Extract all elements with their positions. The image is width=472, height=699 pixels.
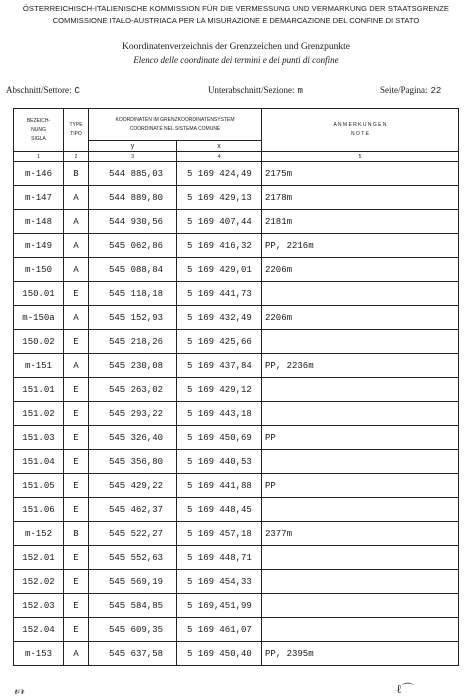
header-sigla [14,109,64,152]
note-cell [262,498,459,522]
tipo-cell: E [64,330,89,354]
col-number-1: 1 [14,152,64,162]
x-coordinate-cell: 5 169 407,44 [177,210,262,234]
x-coordinate-cell: 5 169 454,33 [177,570,262,594]
note-cell [262,402,459,426]
y-coordinate-cell: 545 326,40 [89,426,177,450]
y-coordinate-cell: 545 356,80 [89,450,177,474]
x-coordinate-cell: 5 169 448,45 [177,498,262,522]
sigla-cell: m-152 [14,522,64,546]
table-row [14,306,459,330]
sigla-cell: m-147 [14,186,64,210]
sigla-cell: 151.03 [14,426,64,450]
x-coordinate-cell: 5 169 441,88 [177,474,262,498]
x-coordinate-cell: 5 169 437,84 [177,354,262,378]
x-coordinate-cell: 5 169 443,18 [177,402,262,426]
table-row [14,570,459,594]
sigla-cell: m-150 [14,258,64,282]
sigla-cell: 150.01 [14,282,64,306]
table-row [14,498,459,522]
note-cell: 2206m [262,258,459,282]
sigla-cell: 152.03 [14,594,64,618]
note-cell: 2178m [262,186,459,210]
note-cell: 2377m [262,522,459,546]
x-coordinate-cell: 5 169 424,49 [177,162,262,186]
table-row [14,354,459,378]
tipo-cell: A [64,186,89,210]
note-cell [262,378,459,402]
commission-title-de: ÖSTERREICHISCH-ITALIENISCHE KOMMISSION FÜR DIE VERMESSUNG UND VERMARKUNG DER STAATSGRENZE [22,4,450,13]
header-y: y [89,141,177,152]
col-number-3: 3 [89,152,177,162]
table-row [14,378,459,402]
col-number-5: 5 [262,152,459,162]
y-coordinate-cell: 545 293,22 [89,402,177,426]
header-notes-line2: N O T E [351,131,369,137]
table-row [14,402,459,426]
y-coordinate-cell: 545 062,86 [89,234,177,258]
handwritten-mark-left: 𝓋𝓇 [14,683,25,697]
table-row [14,594,459,618]
note-cell [262,618,459,642]
abschnitt-label: Abschnitt/Settore: [6,85,72,95]
tipo-cell: E [64,282,89,306]
document-title-de: Koordinatenverzeichnis der Grenzzeichen und Grenzpunkte [122,42,350,52]
abschnitt-value: C [74,86,80,96]
note-cell: 2175m [262,162,459,186]
note-cell: PP, 2216m [262,234,459,258]
y-coordinate-cell: 545 230,08 [89,354,177,378]
note-cell [262,570,459,594]
table-row [14,474,459,498]
tipo-cell: A [64,306,89,330]
x-coordinate-cell: 5 169 416,32 [177,234,262,258]
note-cell [262,546,459,570]
document-title-it: Elenco delle coordinate dei termini e dei punti di confine [133,55,339,65]
header-coordinates [89,109,262,141]
y-coordinate-cell: 545 218,26 [89,330,177,354]
y-coordinate-cell: 545 552,63 [89,546,177,570]
y-coordinate-cell: 545 088,84 [89,258,177,282]
tipo-cell: A [64,258,89,282]
table-row [14,426,459,450]
seite-value: 22 [430,86,442,96]
column-number-row [14,152,459,162]
header-notes [262,109,459,152]
tipo-cell: A [64,234,89,258]
header-tipo-line1: TYPE [69,122,83,128]
y-coordinate-cell: 545 584,85 [89,594,177,618]
header-notes-line1: A N M E R K U N G E N [333,122,387,128]
commission-title-it: COMMISSIONE ITALO-AUSTRIACA PER LA MISURAZIONE E DEMARCAZIONE DEL CONFINE DI STATO [52,16,420,25]
x-coordinate-cell: 5 169 461,07 [177,618,262,642]
sigla-cell: m-150a [14,306,64,330]
table-row [14,162,459,186]
tipo-cell: E [64,402,89,426]
sigla-cell: 150.02 [14,330,64,354]
header-tipo [64,109,89,152]
tipo-cell: B [64,522,89,546]
sigla-cell: 152.02 [14,570,64,594]
table-row [14,186,459,210]
unterabschnitt-label: Unterabschnitt/Sezione: [208,85,295,95]
y-coordinate-cell: 545 522,27 [89,522,177,546]
header-tipo-line2: TIPO [70,131,82,137]
y-coordinate-cell: 544 889,80 [89,186,177,210]
tipo-cell: E [64,474,89,498]
tipo-cell: B [64,162,89,186]
y-coordinate-cell: 544 930,56 [89,210,177,234]
y-coordinate-cell: 545 429,22 [89,474,177,498]
table-row [14,234,459,258]
unterabschnitt-value: m [297,86,303,96]
y-coordinate-cell: 544 885,03 [89,162,177,186]
tipo-cell: E [64,426,89,450]
sigla-cell: 151.01 [14,378,64,402]
table-row [14,258,459,282]
seite-label: Seite/Pagina: [380,85,428,95]
tipo-cell: E [64,450,89,474]
sigla-cell: m-148 [14,210,64,234]
coordinate-table [13,108,459,666]
y-coordinate-cell: 545 152,93 [89,306,177,330]
header-coordinates-line1: KOORDINATEN IM GRENZKOORDINATENSYSTEM [115,116,235,123]
sigla-cell: 152.04 [14,618,64,642]
header-coordinates-line2: COORDINATE NEL SISTEMA COMUNE [129,125,221,132]
tipo-cell: A [64,642,89,666]
header-sigla-line3: SIGLA [31,135,46,142]
y-coordinate-cell: 545 637,58 [89,642,177,666]
sigla-cell: m-146 [14,162,64,186]
note-cell [262,594,459,618]
header-sigla-line2: NUNG [31,126,46,133]
col-number-2: 2 [64,152,89,162]
unterabschnitt-field [208,85,303,96]
tipo-cell: A [64,354,89,378]
table-row [14,642,459,666]
header-sigla-line1: BEZEICH- [26,117,51,124]
note-cell [262,450,459,474]
x-coordinate-cell: 5 169 448,71 [177,546,262,570]
note-cell: PP [262,474,459,498]
x-coordinate-cell: 5 169 429,13 [177,186,262,210]
note-cell [262,282,459,306]
sigla-cell: 151.04 [14,450,64,474]
x-coordinate-cell: 5 169 441,73 [177,282,262,306]
table-row [14,282,459,306]
x-coordinate-cell: 5 169 432,49 [177,306,262,330]
table-row [14,618,459,642]
sigla-cell: 151.02 [14,402,64,426]
note-cell: PP, 2236m [262,354,459,378]
col-number-4: 4 [177,152,262,162]
x-coordinate-cell: 5 169 450,69 [177,426,262,450]
note-cell: PP, 2395m [262,642,459,666]
sigla-cell: 151.06 [14,498,64,522]
x-coordinate-cell: 5 169 429,12 [177,378,262,402]
sigla-cell: 152.01 [14,546,64,570]
header-x: x [177,141,262,152]
tipo-cell: E [64,498,89,522]
tipo-cell: A [64,210,89,234]
tipo-cell: E [64,618,89,642]
note-cell: PP [262,426,459,450]
y-coordinate-cell: 545 569,19 [89,570,177,594]
y-coordinate-cell: 545 609,35 [89,618,177,642]
table-row [14,522,459,546]
note-cell: 2181m [262,210,459,234]
tipo-cell: E [64,570,89,594]
y-coordinate-cell: 545 118,18 [89,282,177,306]
tipo-cell: E [64,378,89,402]
seite-field [380,85,441,96]
x-coordinate-cell: 5 169 440,53 [177,450,262,474]
header-row-top [14,109,459,141]
sigla-cell: m-149 [14,234,64,258]
abschnitt-field [6,85,80,96]
sigla-cell: m-151 [14,354,64,378]
tipo-cell: E [64,594,89,618]
table-row [14,330,459,354]
x-coordinate-cell: 5 169 450,40 [177,642,262,666]
y-coordinate-cell: 545 263,02 [89,378,177,402]
note-cell: 2206m [262,306,459,330]
x-coordinate-cell: 5 169,451,99 [177,594,262,618]
x-coordinate-cell: 5 169 429,01 [177,258,262,282]
sigla-cell: 151.05 [14,474,64,498]
note-cell [262,330,459,354]
tipo-cell: E [64,546,89,570]
table-row [14,546,459,570]
sigla-cell: m-153 [14,642,64,666]
handwritten-signature-right: ℓ⌒ [396,682,414,696]
x-coordinate-cell: 5 169 457,18 [177,522,262,546]
x-coordinate-cell: 5 169 425,66 [177,330,262,354]
table-row [14,450,459,474]
table-row [14,210,459,234]
y-coordinate-cell: 545 462,37 [89,498,177,522]
